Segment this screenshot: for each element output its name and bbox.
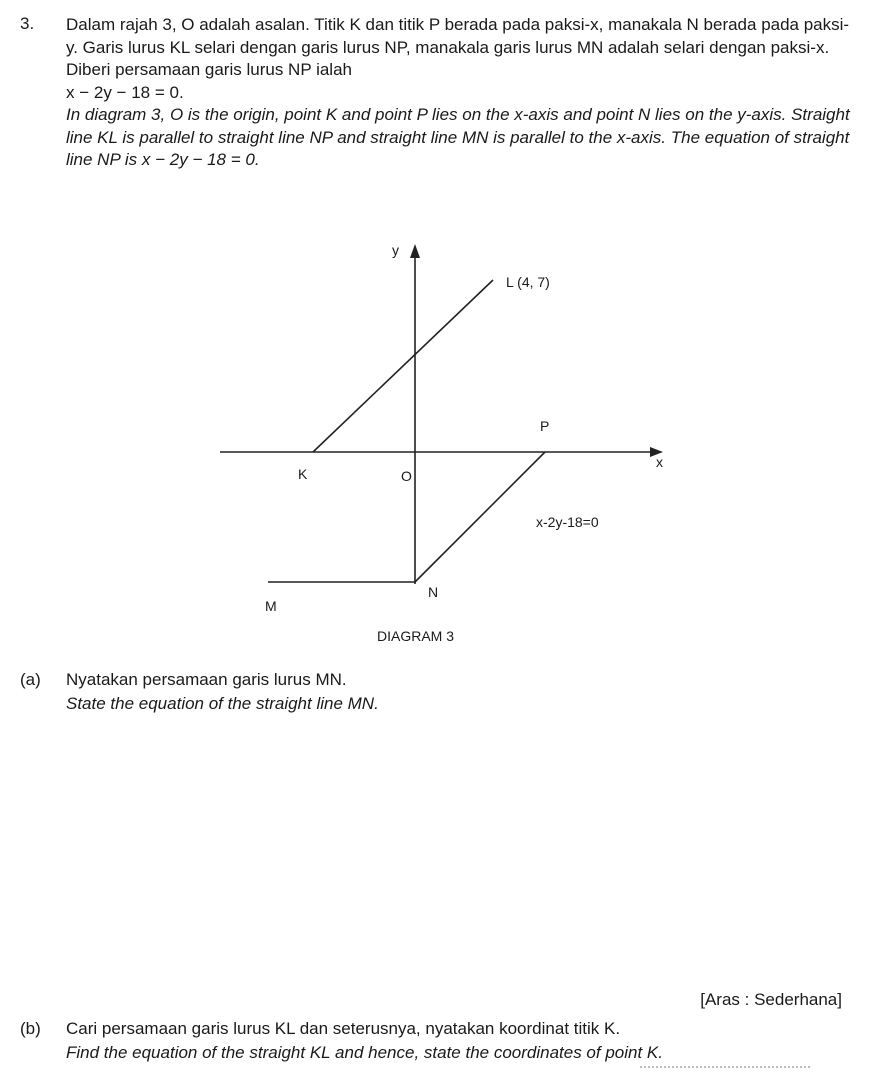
- point-m-label: M: [265, 598, 277, 614]
- y-axis-label: y: [392, 242, 399, 258]
- difficulty-level: [Aras : Sederhana]: [700, 990, 842, 1009]
- cut-off-text-remnant: [640, 1066, 810, 1074]
- line-kl: [313, 280, 493, 452]
- y-axis-arrow: [410, 244, 420, 258]
- intro-malay-equation: x − 2y − 18 = 0.: [66, 82, 184, 102]
- question-number: 3.: [20, 14, 35, 33]
- part-b-malay: Cari persamaan garis lurus KL dan seterusnya, nyatakan koordinat titik K.: [66, 1019, 621, 1038]
- part-b-english: Find the equation of the straight KL and hence, state the coordinates of point K.: [66, 1043, 663, 1062]
- intro-malay: Dalam rajah 3, O adalah asalan. Titik K dan titik P berada pada paksi-x, manakala N berada pada paksi-y. Garis lurus KL selari dengan garis lurus NP, manakala garis lurus MN adalah selari dengan paksi-x. Diberi persamaan garis lurus NP ialah: [66, 15, 850, 79]
- x-axis-label: x: [656, 454, 663, 470]
- diagram-svg: [200, 232, 680, 652]
- origin-label: O: [401, 468, 412, 484]
- intro-english: In diagram 3, O is the origin, point K and point P lies on the x-axis and point N lies on the y-axis. Straight line KL is parallel to straight line NP and straight line MN is parallel to the x-axis. The equation of straight line NP is x − 2y − 18 = 0.: [66, 105, 850, 169]
- point-k-label: K: [298, 466, 308, 482]
- point-l-label: L (4, 7): [506, 274, 550, 290]
- diagram-3: [200, 232, 680, 652]
- part-b-label: (b): [20, 1019, 41, 1038]
- part-a-english: State the equation of the straight line MN.: [66, 694, 379, 713]
- np-equation-label: x-2y-18=0: [536, 514, 599, 530]
- part-a-malay: Nyatakan persamaan garis lurus MN.: [66, 670, 347, 689]
- point-n-label: N: [428, 584, 439, 600]
- diagram-caption: DIAGRAM 3: [377, 628, 455, 644]
- point-p-label: P: [540, 418, 550, 434]
- part-a-label: (a): [20, 670, 41, 689]
- line-np: [415, 452, 545, 582]
- question-intro: [66, 14, 856, 172]
